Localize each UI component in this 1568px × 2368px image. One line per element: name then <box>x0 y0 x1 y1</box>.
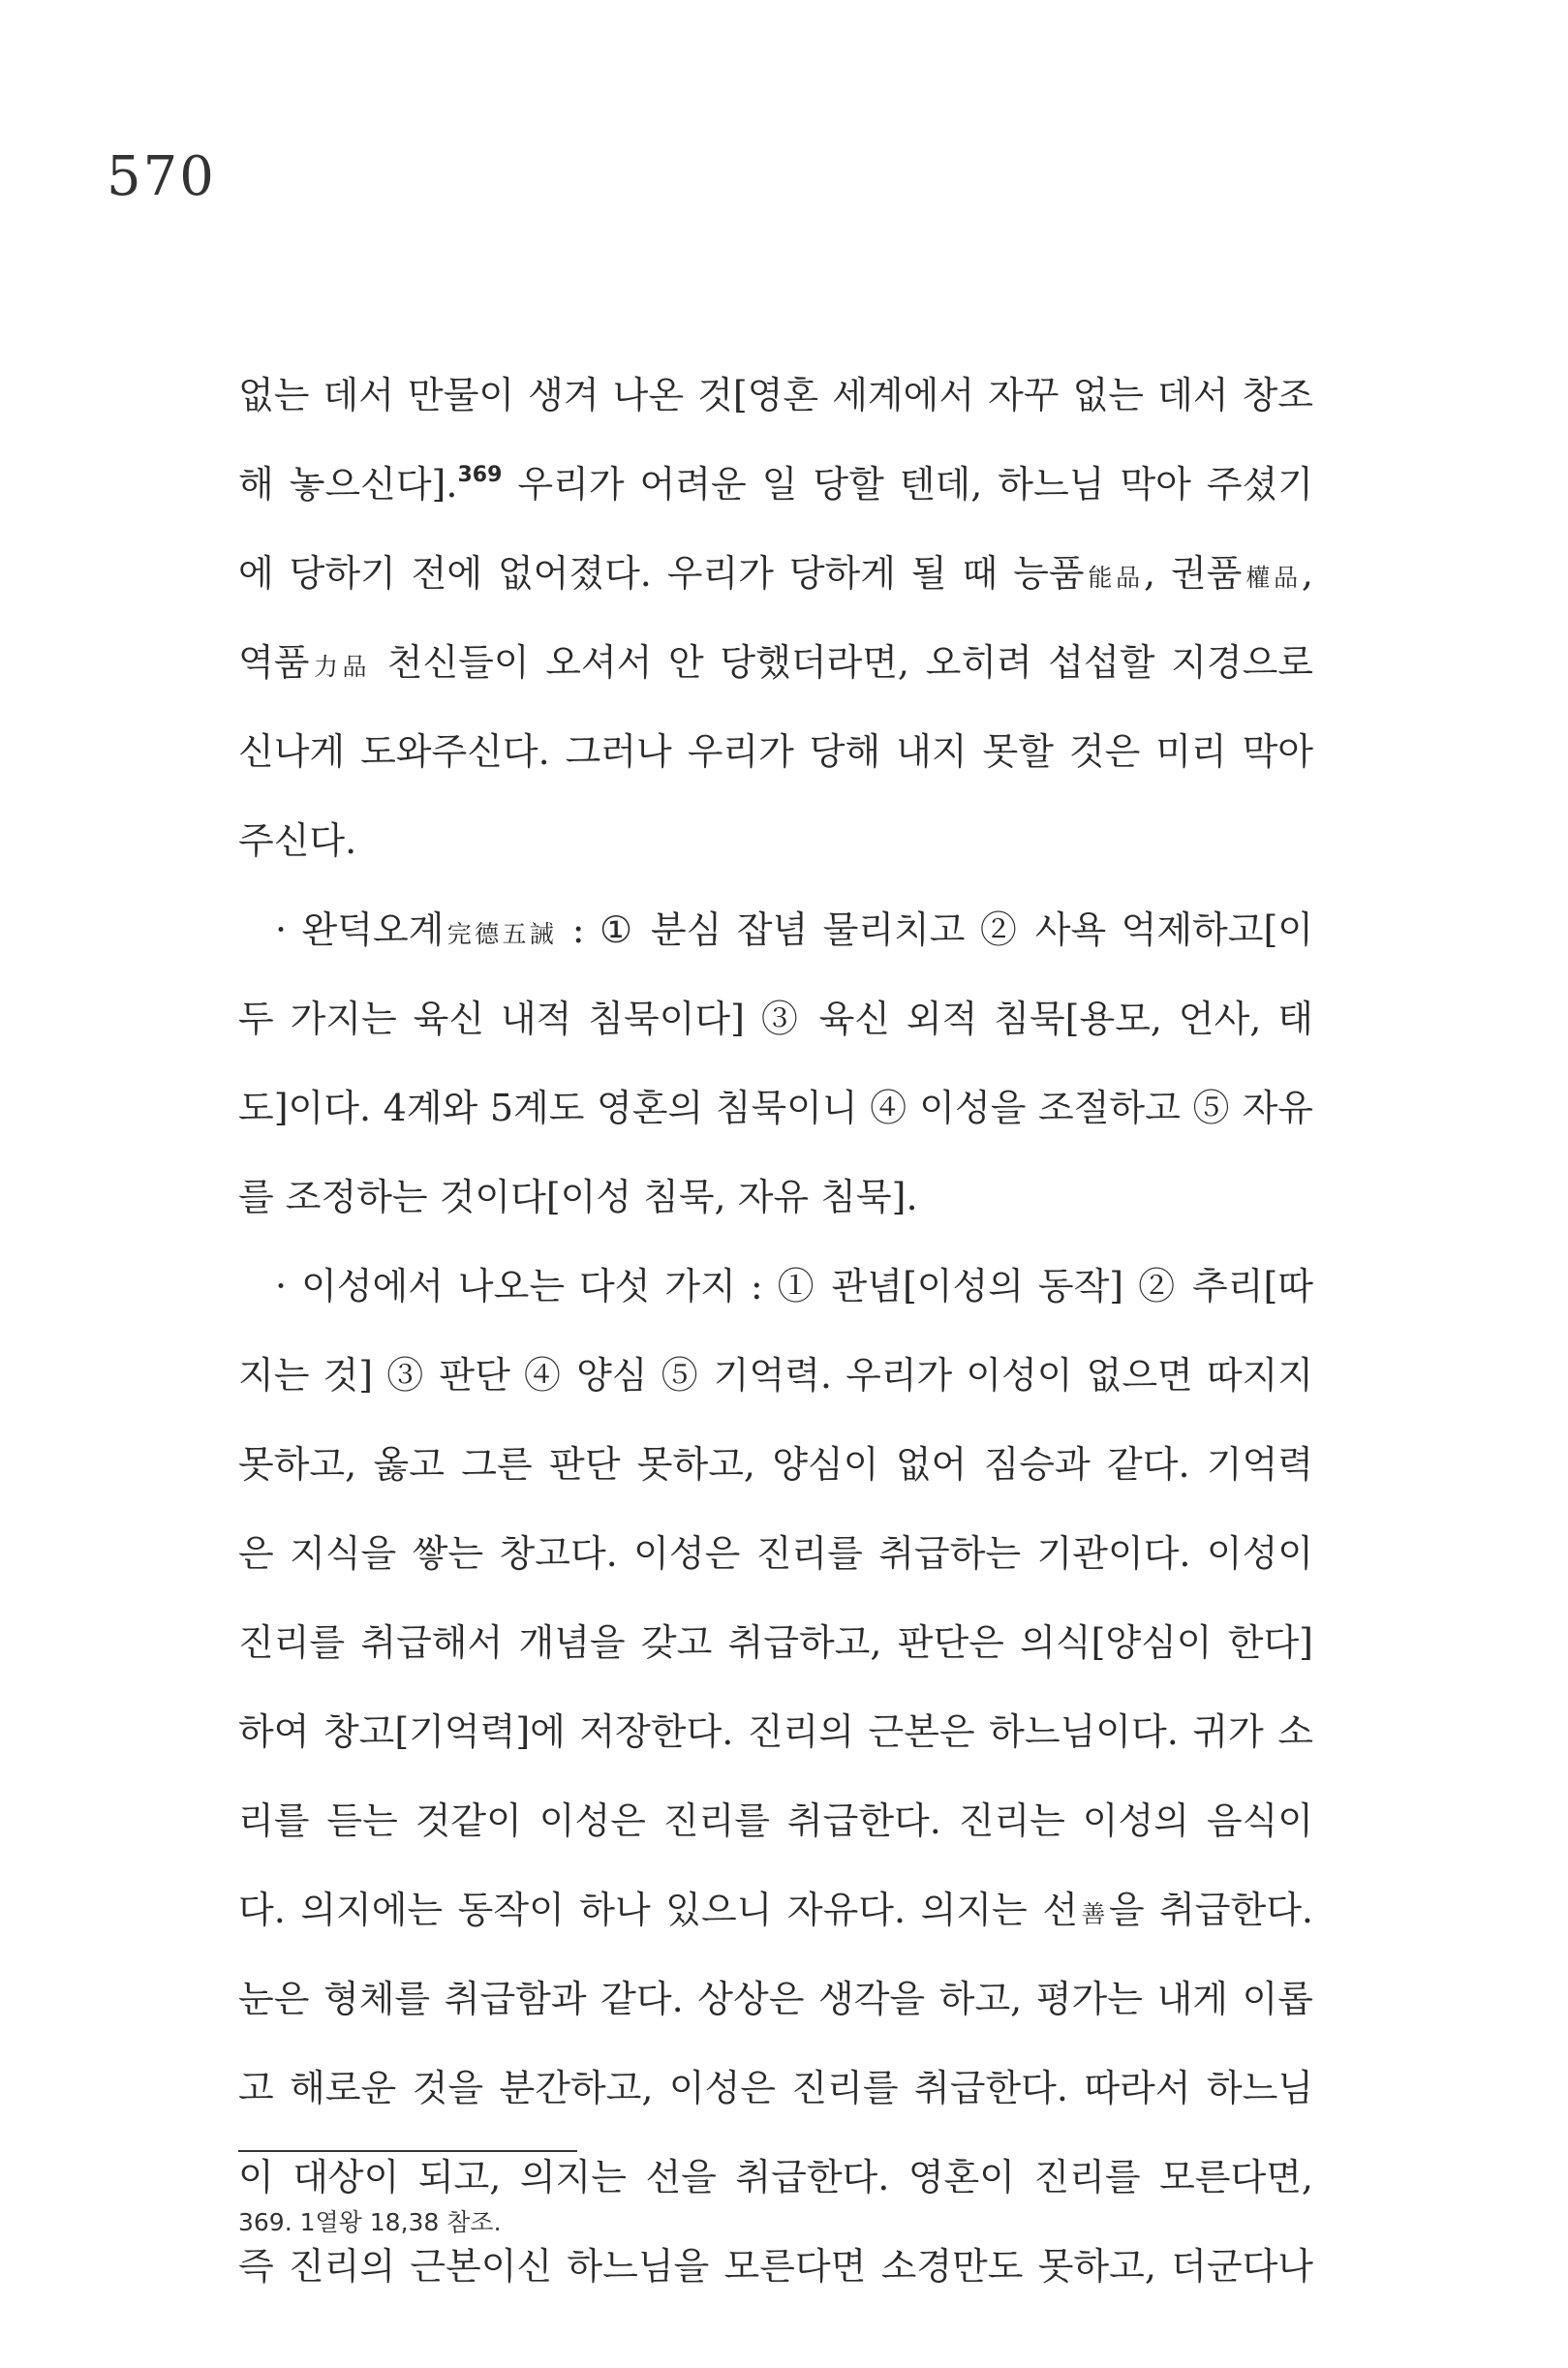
text-line: 없는 데서 만물이 생겨 나온 것[영혼 세계에서 자꾸 없는 데서 창조 <box>238 374 1313 416</box>
text-line: 역품力品 천신들이 오셔서 안 당했더라면, 오히려 섭섭할 지경으로 <box>238 641 1313 684</box>
text-line: 하여 창고[기억력]에 저장한다. 진리의 근본은 하느님이다. 귀가 소 <box>238 1710 1313 1753</box>
text-line: 도]이다. 4계와 5계도 영혼의 침묵이니 ④ 이성을 조절하고 ⑤ 자유 <box>238 1087 1313 1129</box>
hanja-annotation: 善 <box>1077 1900 1109 1928</box>
text-line: 주신다. <box>238 819 357 862</box>
text-line: 눈은 형체를 취급함과 같다. 상상은 생각을 하고, 평가는 내게 이롭 <box>238 1978 1313 2020</box>
list-item-line: · 이성에서 나오는 다섯 가지 : ① 관념[이성의 동작] ② 추리[따 <box>275 1265 1313 1307</box>
text-line: 은 지식을 쌓는 창고다. 이성은 진리를 취급하는 기관이다. 이성이 <box>238 1532 1313 1575</box>
text-line: 지는 것] ③ 판단 ④ 양심 ⑤ 기억력. 우리가 이성이 없으면 따지지 <box>238 1354 1313 1397</box>
text-line: 두 가지는 육신 내적 침묵이다] ③ 육신 외적 침묵[용모, 언사, 태 <box>238 998 1313 1040</box>
text-line: 진리를 취급해서 개념을 갖고 취급하고, 판단은 의식[양심이 한다] <box>238 1621 1313 1664</box>
footnote-divider <box>238 2150 577 2152</box>
list-item-line: · 완덕오계完德五誡 : ① 분심 잡념 물리치고 ② 사욕 억제하고[이 <box>275 908 1313 951</box>
text-line: 이 대상이 되고, 의지는 선을 취급한다. 영혼이 진리를 모른다면, <box>238 2156 1313 2199</box>
footnote-reference: 369 <box>457 463 503 487</box>
footnote-text: 369. 1열왕 18,38 참조. <box>238 2208 502 2236</box>
hanja-annotation: 權品 <box>1242 564 1302 592</box>
text-line: 에 당하기 전에 없어졌다. 우리가 당하게 될 때 능품能品, 권품權品, <box>238 552 1313 595</box>
text-line: 를 조정하는 것이다[이성 침묵, 자유 침묵]. <box>238 1176 918 1218</box>
text-line: 못하고, 옳고 그른 판단 못하고, 양심이 없어 짐승과 같다. 기억력 <box>238 1443 1313 1486</box>
text-line: 다. 의지에는 동작이 하나 있으니 자유다. 의지는 선善을 취급한다. <box>238 1889 1313 1931</box>
text-line: 리를 듣는 것같이 이성은 진리를 취급한다. 진리는 이성의 음식이 <box>238 1799 1313 1842</box>
hanja-annotation: 力品 <box>309 653 372 681</box>
text-line: 즉 진리의 근본이신 하느님을 모른다면 소경만도 못하고, 더군다나 <box>238 2245 1313 2288</box>
page-number: 570 <box>107 145 216 208</box>
text-line: 고 해로운 것을 분간하고, 이성은 진리를 취급한다. 따라서 하느님 <box>238 2067 1313 2109</box>
hanja-annotation: 能品 <box>1084 564 1144 592</box>
hanja-annotation: 完德五誡 <box>444 920 558 948</box>
text-line: 해 놓으신다].$^{369}$ 우리가 어려운 일 당할 텐데, 하느님 막아 주셨기 <box>238 463 1313 506</box>
text-line: 신나게 도와주신다. 그러나 우리가 당해 내지 못할 것은 미리 막아 <box>238 730 1313 773</box>
body-text <box>238 351 1313 2311</box>
